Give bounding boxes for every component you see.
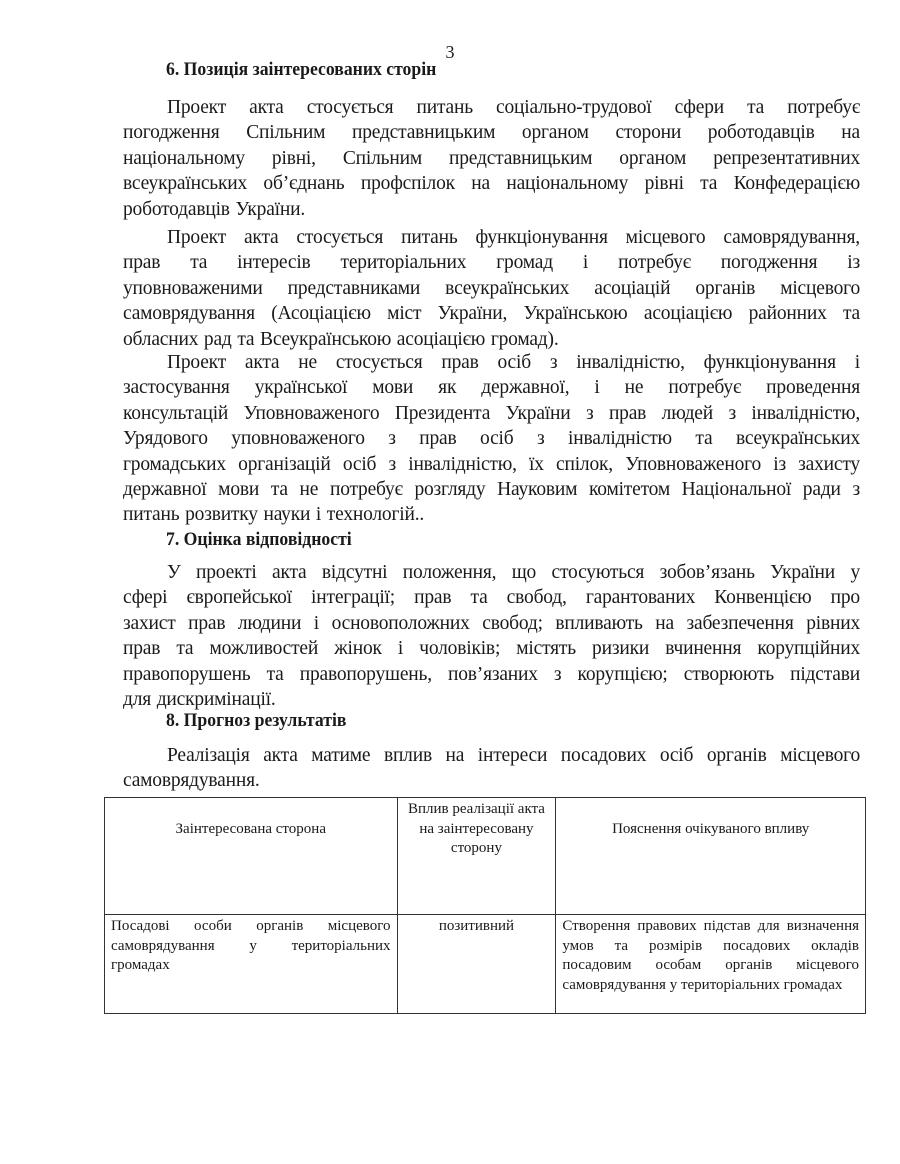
text-line: громадських організацій осіб з інвалідністю, їх спілок, Уповноваженого із захисту xyxy=(123,453,860,475)
header-explanation: Пояснення очікуваного впливу xyxy=(556,798,866,915)
text-line: питань розвитку науки і технологій.. xyxy=(123,504,425,526)
text-line: застосування української мови як державної, і не потребує проведення xyxy=(123,377,860,399)
text-line: національному рівні, Спільним представницьким органом репрезентативних xyxy=(123,147,860,169)
cell-stakeholder: Посадові особи органів місцевого самоврядування у територіальних громадах xyxy=(105,915,398,1014)
text-line: Урядового уповноваженого з прав осіб з інвалідністю та всеукраїнських xyxy=(123,428,860,450)
section-7-paragraph-1 xyxy=(123,560,860,712)
text-line: прав та можливостей жінок і чоловіків; містять ризики вчинення корупційних xyxy=(123,638,860,660)
section-6-paragraph-3 xyxy=(123,350,860,528)
text-line: обласних рад та Всеукраїнською асоціацією громад). xyxy=(123,328,559,350)
text-line: уповноваженими представниками всеукраїнських асоціацій органів місцевого xyxy=(123,277,860,299)
cell-explanation: Створення правових підстав для визначення умов та розмірів посадових окладів посадовим особам органів місцевого самоврядування у територіальних громадах xyxy=(556,915,866,1014)
section-6-heading: 6. Позиція заінтересованих сторін xyxy=(166,59,437,80)
text-line: самоврядування. xyxy=(123,770,260,792)
text-line: Проект акта не стосується прав осіб з інвалідністю, функціонування і xyxy=(167,352,860,373)
table-header-row xyxy=(105,798,866,915)
text-line: У проекті акта відсутні положення, що стосуються зобов’язань України у xyxy=(167,562,860,583)
text-line: державної мови та не потребує розгляду Науковим комітетом Національної ради з xyxy=(123,479,860,501)
text-line: самоврядування (Асоціацією міст України, Українською асоціацією районних та xyxy=(123,303,860,325)
header-stakeholder: Заінтересована сторона xyxy=(105,798,398,915)
text-line: для дискримінації. xyxy=(123,689,276,711)
text-line: консультацій Уповноваженого Президента України з прав людей з інвалідністю, xyxy=(123,402,860,424)
cell-impact: позитивний xyxy=(397,915,556,1014)
section-8-heading: 8. Прогноз результатів xyxy=(166,710,347,731)
table-row xyxy=(105,915,866,1014)
text-line: прав та інтересів територіальних громад і потребує погодження із xyxy=(123,252,860,274)
section-7-heading: 7. Оцінка відповідності xyxy=(166,529,352,550)
text-line: роботодавців України. xyxy=(123,198,306,220)
text-line: погодження Спільним представницьким органом сторони роботодавців на xyxy=(123,122,860,144)
section-6-paragraph-2 xyxy=(123,225,860,352)
section-8-paragraph-1 xyxy=(123,743,860,794)
stakeholder-impact-table xyxy=(104,797,866,1014)
text-line: всеукраїнських об’єднань профспілок на національному рівні та Конфедерацією xyxy=(123,173,860,195)
header-impact: Вплив реалізації акта на заінтересовану сторону xyxy=(397,798,556,915)
text-line: захист прав людини і основоположних свобод; впливають на забезпечення рівних xyxy=(123,612,860,634)
text-line: Реалізація акта матиме вплив на інтереси посадових осіб органів місцевого xyxy=(167,745,860,766)
text-line: Проект акта стосується питань функціонування місцевого самоврядування, xyxy=(167,227,860,248)
text-line: Проект акта стосується питань соціально-трудової сфери та потребує xyxy=(167,97,860,118)
text-line: сфері європейської інтеграції; прав та свобод, гарантованих Конвенцією про xyxy=(123,587,860,609)
text-line: правопорушень та правопорушень, пов’язаних з корупцією; створюють підстави xyxy=(123,663,860,685)
section-6-paragraph-1 xyxy=(123,95,860,222)
page-number: 3 xyxy=(445,42,455,62)
